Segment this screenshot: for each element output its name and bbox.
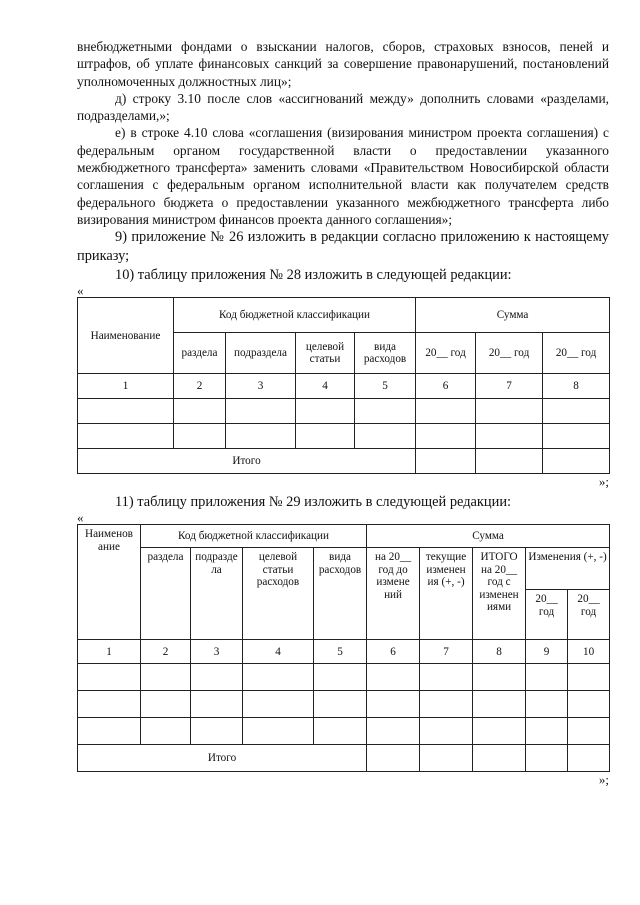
- col-num: 2: [141, 640, 191, 664]
- header-year-2: 20__ год: [476, 333, 543, 374]
- header-year-b: 20__ год: [568, 590, 610, 640]
- paragraph-5: 10) таблицу приложения № 28 изложить в следующей редакции:: [115, 267, 512, 284]
- close-quote-2: »;: [598, 772, 609, 788]
- col-num: 3: [226, 374, 296, 399]
- header-current: текущие изменен ия (+, -): [420, 548, 473, 640]
- paragraph-3: е) в строке 4.10 слова «соглашения (визирования министром проекта соглашения) с федеральным органом государственной власти о предоставлении указанного межбюджетного трансферта» заменить словами «Правительством Новосибирской области соглашения с федеральным органом исполнительной власти как получателем средств федерального бюджета о предоставлении указанного межбюджетного трансферта либо визирования министром финансов проекта данного соглашения»;: [77, 125, 609, 227]
- table-row: [78, 664, 610, 691]
- paragraph-6: 11) таблицу приложения № 29 изложить в следующей редакции:: [115, 494, 512, 511]
- table-row: [78, 691, 610, 718]
- header-stat: целевой статьи: [296, 333, 355, 374]
- header-code: Код бюджетной классификации: [141, 525, 367, 548]
- col-num: 6: [416, 374, 476, 399]
- header-changes: Изменения (+, -): [526, 548, 610, 590]
- header-itogo: ИТОГО на 20__ год с изменен иями: [473, 548, 526, 640]
- table-appendix-28: [77, 297, 610, 474]
- col-num: 7: [476, 374, 543, 399]
- table-row: [78, 424, 610, 449]
- paragraph-1: внебюджетными фондами о взыскании налогов, сборов, страховых взносов, пеней и штрафов, об уплате финансовых санкций за совершение правонарушений, постановлений уполномоченных должностных лиц»;: [77, 39, 609, 89]
- col-num: 5: [314, 640, 367, 664]
- close-quote-1: »;: [598, 474, 609, 490]
- header-code: Код бюджетной классификации: [174, 298, 416, 333]
- header-podrazdel: подразде ла: [191, 548, 243, 640]
- header-sum: Сумма: [416, 298, 610, 333]
- table-row: [78, 718, 610, 745]
- paragraph-4: 9) приложение № 26 изложить в редакции согласно приложению к настоящему приказу;: [77, 229, 609, 265]
- col-num: 10: [568, 640, 610, 664]
- col-num: 5: [355, 374, 416, 399]
- paragraph-2: д) строку 3.10 после слов «ассигнований между» дополнить словами «разделами, подразделами,»;: [77, 90, 609, 124]
- header-before: на 20__ год до измене ний: [367, 548, 420, 640]
- col-num: 6: [367, 640, 420, 664]
- header-vid: вида расходов: [355, 333, 416, 374]
- col-num: 7: [420, 640, 473, 664]
- total-label: Итого: [78, 449, 416, 474]
- col-num: 4: [243, 640, 314, 664]
- header-name: Наименование: [78, 298, 174, 374]
- header-razdel: раздела: [141, 548, 191, 640]
- header-razdel: раздела: [174, 333, 226, 374]
- open-quote-2: «: [77, 510, 84, 526]
- col-num: 9: [526, 640, 568, 664]
- col-num: 8: [473, 640, 526, 664]
- open-quote-1: «: [77, 283, 84, 299]
- document-page: [77, 38, 609, 787]
- header-sum: Сумма: [367, 525, 610, 548]
- col-num: 4: [296, 374, 355, 399]
- col-num: 1: [78, 374, 174, 399]
- col-num: 3: [191, 640, 243, 664]
- header-name: Наименов ание: [78, 525, 141, 640]
- header-year-1: 20__ год: [416, 333, 476, 374]
- header-stat: целевой статьи расходов: [243, 548, 314, 640]
- table-row: [78, 399, 610, 424]
- col-num: 1: [78, 640, 141, 664]
- header-year-3: 20__ год: [543, 333, 610, 374]
- header-vid: вида расходов: [314, 548, 367, 640]
- total-label: Итого: [78, 745, 367, 772]
- col-num: 8: [543, 374, 610, 399]
- col-num: 2: [174, 374, 226, 399]
- header-year-a: 20__ год: [526, 590, 568, 640]
- table-appendix-29: [77, 524, 610, 772]
- header-podrazdel: подраздела: [226, 333, 296, 374]
